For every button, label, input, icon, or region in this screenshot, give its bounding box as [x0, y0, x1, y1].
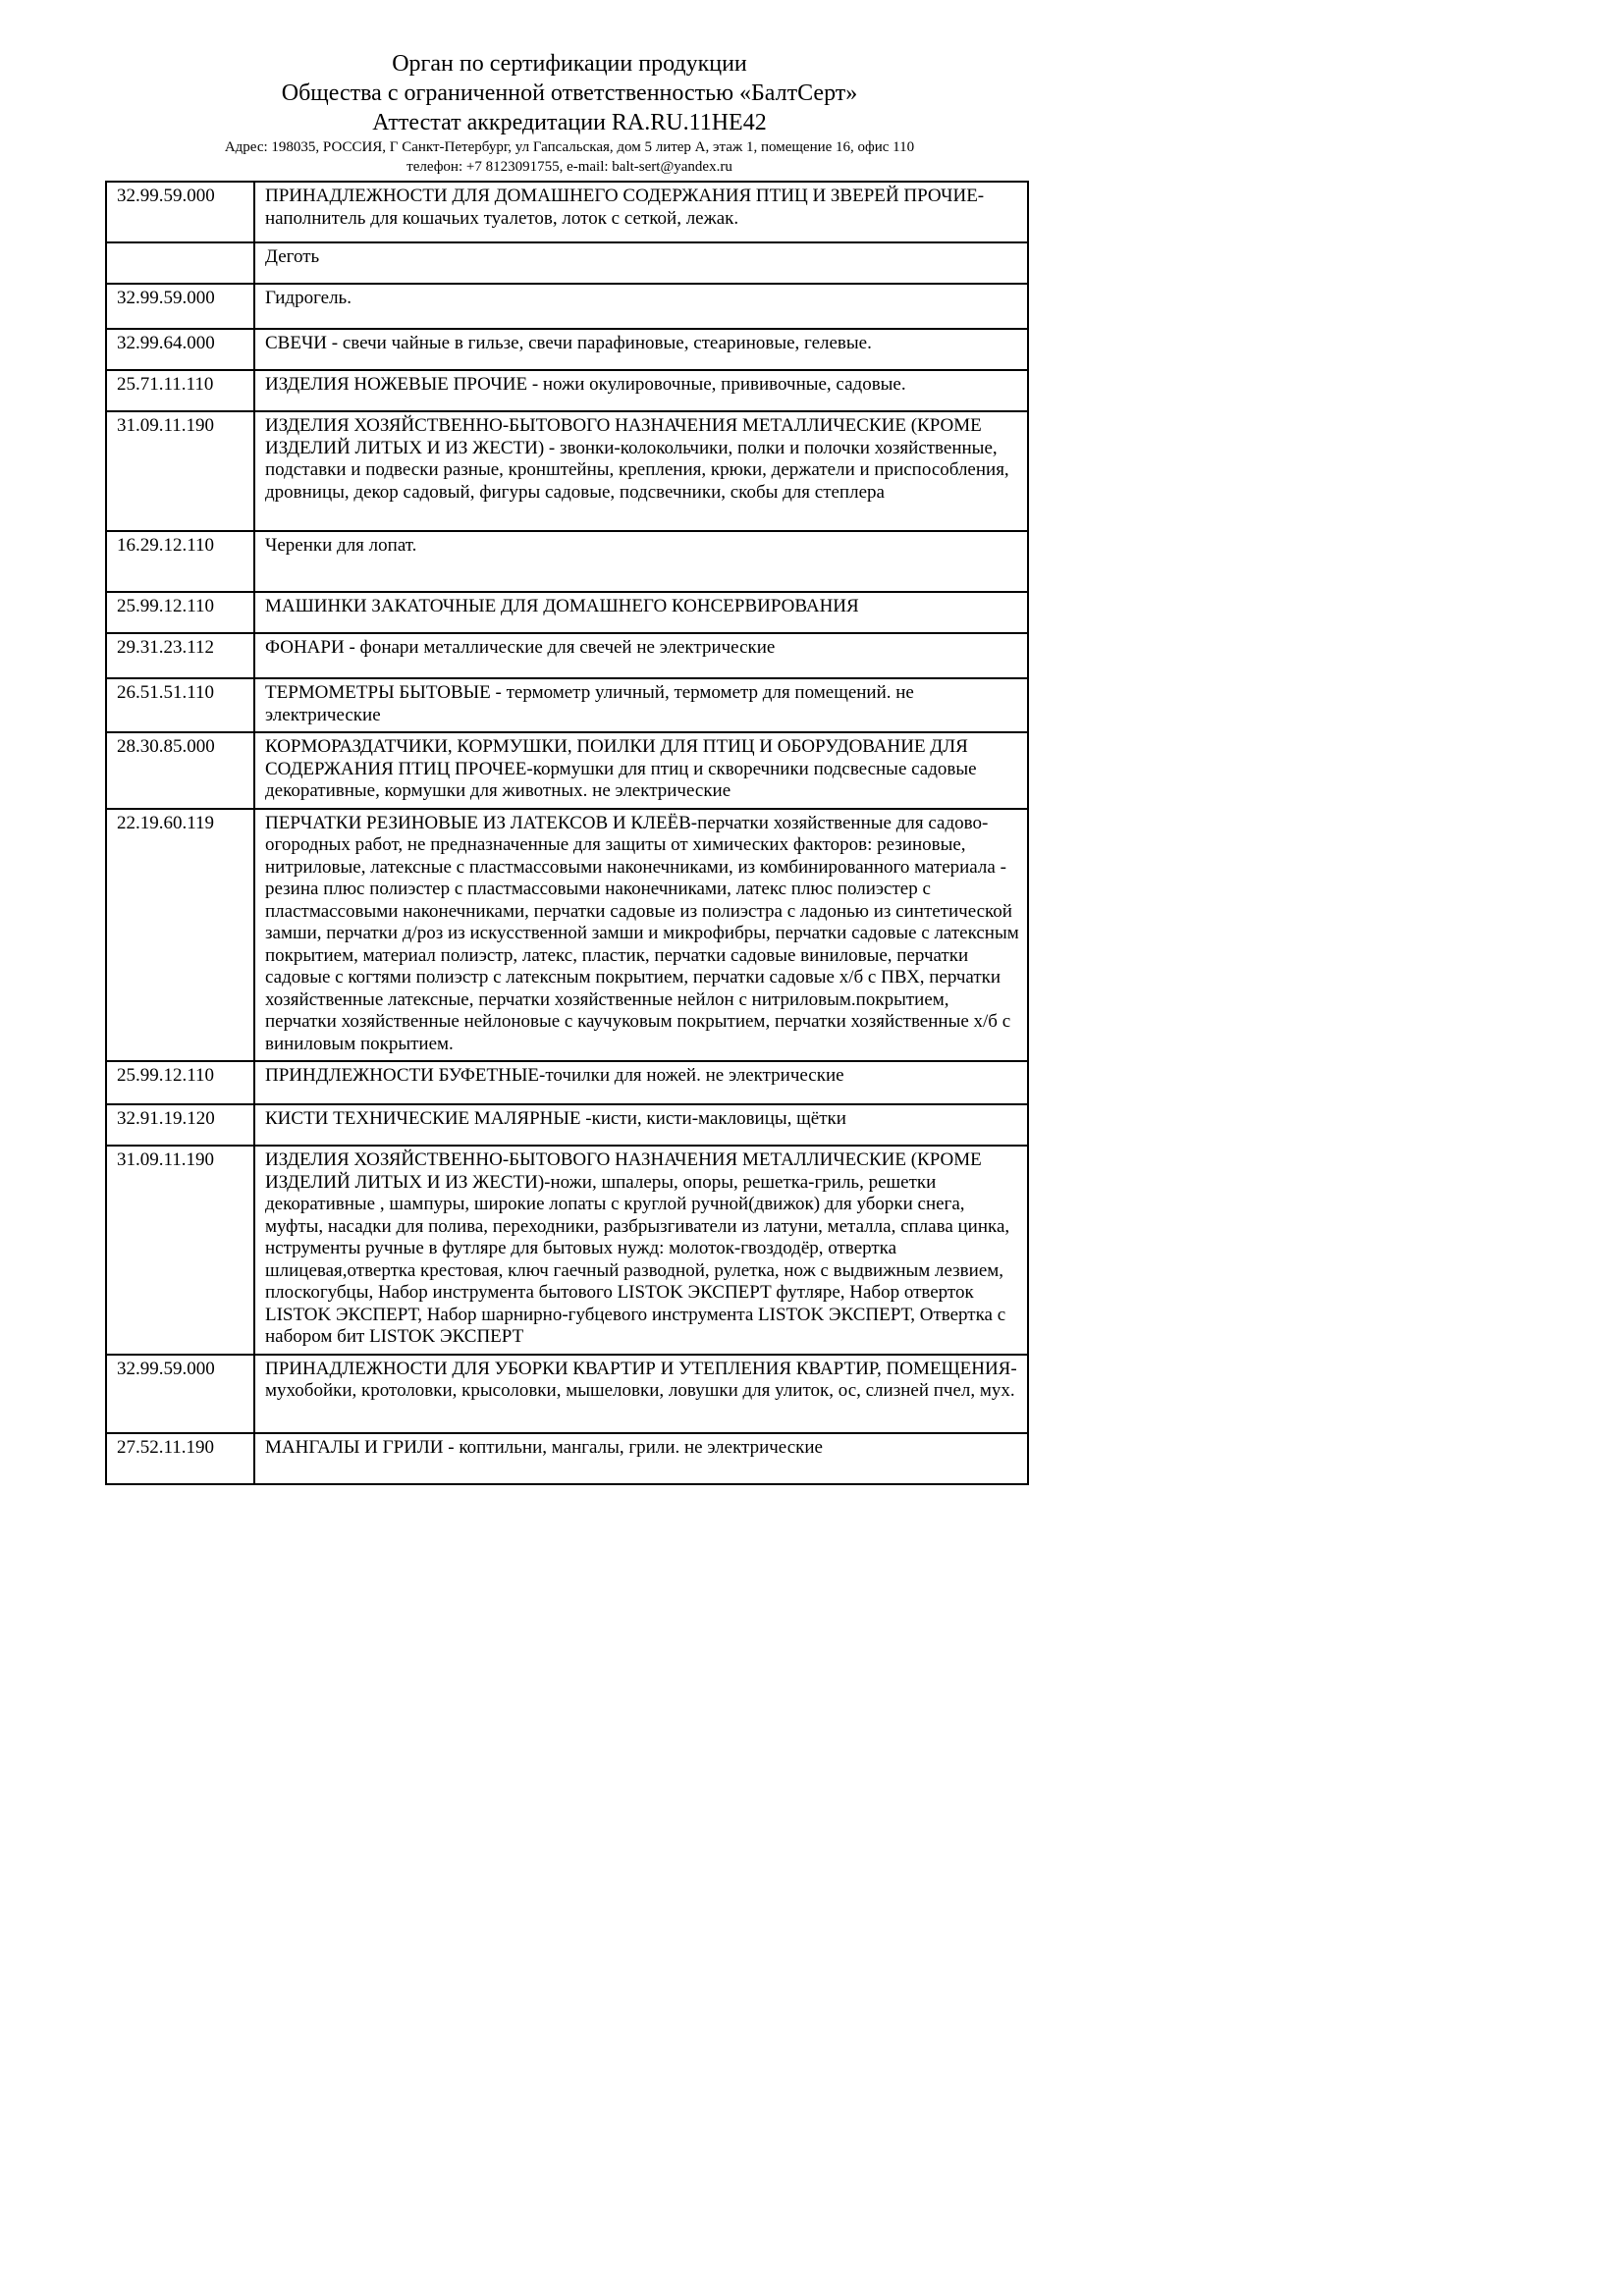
document-header: [0, 0, 1139, 177]
table-row: [106, 370, 1028, 411]
description-cell: ТЕРМОМЕТРЫ БЫТОВЫЕ - термометр уличный, термометр для помещений. не электрические: [254, 678, 1028, 732]
code-cell: 31.09.11.190: [106, 1146, 254, 1355]
description-cell: ПРИНДЛЕЖНОСТИ БУФЕТНЫЕ-точилки для ножей. не электрические: [254, 1061, 1028, 1104]
table-row: [106, 809, 1028, 1062]
description-cell: Деготь: [254, 242, 1028, 284]
accreditation-number: Аттестат аккредитации RA.RU.11НЕ42: [372, 110, 767, 135]
table-row: [106, 678, 1028, 732]
address-line: Адрес: 198035, РОССИЯ, Г Санкт-Петербург, ул Гапсальская, дом 5 литер А, этаж 1, помещение 16, офис 110: [224, 139, 915, 155]
products-table: [105, 181, 1029, 1485]
code-cell: 25.99.12.110: [106, 592, 254, 633]
table-row: [106, 329, 1028, 370]
table-row: [106, 1104, 1028, 1146]
code-cell: 25.99.12.110: [106, 1061, 254, 1104]
description-cell: КИСТИ ТЕХНИЧЕСКИЕ МАЛЯРНЫЕ -кисти, кисти-макловицы, щётки: [254, 1104, 1028, 1146]
table-row: [106, 732, 1028, 809]
table-row: [106, 284, 1028, 329]
table-row: [106, 531, 1028, 592]
table-row: [106, 1433, 1028, 1484]
code-cell: 25.71.11.110: [106, 370, 254, 411]
company-name: Общества с ограниченной ответственностью «БалтСерт»: [281, 80, 858, 106]
products-table-body: [106, 182, 1028, 1484]
code-cell: 32.91.19.120: [106, 1104, 254, 1146]
code-cell: 27.52.11.190: [106, 1433, 254, 1484]
table-row: [106, 633, 1028, 678]
code-cell: 16.29.12.110: [106, 531, 254, 592]
org-title: Орган по сертификации продукции: [392, 51, 747, 77]
description-cell: ИЗДЕЛИЯ ХОЗЯЙСТВЕННО-БЫТОВОГО НАЗНАЧЕНИЯ МЕТАЛЛИЧЕСКИЕ (КРОМЕ ИЗДЕЛИЙ ЛИТЫХ И ИЗ ЖЕСТИ) - звонки-колокольчики, полки и полочки хозяйственные, подставки и подвески разные, кронштейны, крепления, крюки, держатели и приспособления, дровницы, декор садовый, фигуры садовые, подсвечники, скобы для степлера: [254, 411, 1028, 531]
description-cell: МАНГАЛЫ И ГРИЛИ - коптильни, мангалы, грили. не электрические: [254, 1433, 1028, 1484]
description-cell: МАШИНКИ ЗАКАТОЧНЫЕ ДЛЯ ДОМАШНЕГО КОНСЕРВИРОВАНИЯ: [254, 592, 1028, 633]
code-cell: 26.51.51.110: [106, 678, 254, 732]
code-cell: 32.99.59.000: [106, 182, 254, 242]
description-cell: ПЕРЧАТКИ РЕЗИНОВЫЕ ИЗ ЛАТЕКСОВ И КЛЕЁВ-перчатки хозяйственные для садово-огородных работ, не предназначенные для защиты от химических факторов: резиновые, нитриловые, латексные с пластмассовыми наконечниками, из комбинированного материала - резина плюс полиэстер с пластмассовыми наконечниками, латекс плюс полиэстер с пластмассовыми наконечниками, перчатки садовые из полиэстра с ладонью из синтетической замши, перчатки д/роз из искусственной замши и микрофибры, перчатки садовые с латексным покрытием, материал полиэстр, латекс, пластик, перчатки садовые виниловые, перчатки садовые с когтями полиэстр с латексным покрытием, перчатки садовые х/б с ПВХ, перчатки хозяйственные латексные, перчатки хозяйственные нейлон с нитриловым.покрытием, перчатки хозяйственные нейлоновые с каучуковым покрытием, перчатки хозяйственные х/б с виниловым покрытием.: [254, 809, 1028, 1062]
table-row: [106, 1355, 1028, 1433]
description-cell: КОРМОРАЗДАТЧИКИ, КОРМУШКИ, ПОИЛКИ ДЛЯ ПТИЦ И ОБОРУДОВАНИЕ ДЛЯ СОДЕРЖАНИЯ ПТИЦ ПРОЧЕЕ-кормушки для птиц и скворечники подсвесные садовые декоративные, кормушки для животных. не электрические: [254, 732, 1028, 809]
description-cell: ИЗДЕЛИЯ ХОЗЯЙСТВЕННО-БЫТОВОГО НАЗНАЧЕНИЯ МЕТАЛЛИЧЕСКИЕ (КРОМЕ ИЗДЕЛИЙ ЛИТЫХ И ИЗ ЖЕСТИ)-ножи, шпалеры, опоры, решетка-гриль, решетки декоративные , шампуры, широкие лопаты с круглой ручной(движок) для уборки снега, муфты, насадки для полива, переходники, разбрызгиватели из латуни, металла, сплава цинка, нструменты ручные в футляре для бытовых нужд: молоток-гвоздодёр, отвертка шлицевая,отвертка крестовая, ключ гаечный разводной, рулетка, нож с выдвижным лезвием, плоскогубцы, Набор инструмента бытового LISTOK ЭКСПЕРТ футляре, Набор отверток LISTOK ЭКСПЕРТ, Набор шарнирно-губцевого инструмента LISTOK ЭКСПЕРТ, Отвертка с набором бит LISTOK ЭКСПЕРТ: [254, 1146, 1028, 1355]
table-row: [106, 242, 1028, 284]
code-cell: 31.09.11.190: [106, 411, 254, 531]
code-cell: 29.31.23.112: [106, 633, 254, 678]
table-row: [106, 1061, 1028, 1104]
contact-line: телефон: +7 8123091755, e-mail: balt-sert@yandex.ru: [406, 159, 732, 175]
code-cell: 22.19.60.119: [106, 809, 254, 1062]
table-row: [106, 182, 1028, 242]
description-cell: СВЕЧИ - свечи чайные в гильзе, свечи парафиновые, стеариновые, гелевые.: [254, 329, 1028, 370]
code-cell: 28.30.85.000: [106, 732, 254, 809]
table-row: [106, 592, 1028, 633]
description-cell: ПРИНАДЛЕЖНОСТИ ДЛЯ УБОРКИ КВАРТИР И УТЕПЛЕНИЯ КВАРТИР, ПОМЕЩЕНИЯ-мухобойки, кротоловки, крысоловки, мышеловки, ловушки для улиток, ос, слизней пчел, мух.: [254, 1355, 1028, 1433]
description-cell: ПРИНАДЛЕЖНОСТИ ДЛЯ ДОМАШНЕГО СОДЕРЖАНИЯ ПТИЦ И ЗВЕРЕЙ ПРОЧИЕ- наполнитель для кошачьих туалетов, лоток с сеткой, лежак.: [254, 182, 1028, 242]
description-cell: ФОНАРИ - фонари металлические для свечей не электрические: [254, 633, 1028, 678]
table-row: [106, 411, 1028, 531]
description-cell: ИЗДЕЛИЯ НОЖЕВЫЕ ПРОЧИЕ - ножи окулировочные, прививочные, садовые.: [254, 370, 1028, 411]
description-cell: Гидрогель.: [254, 284, 1028, 329]
code-cell: 32.99.64.000: [106, 329, 254, 370]
code-cell: 32.99.59.000: [106, 1355, 254, 1433]
description-cell: Черенки для лопат.: [254, 531, 1028, 592]
code-cell: 32.99.59.000: [106, 284, 254, 329]
table-row: [106, 1146, 1028, 1355]
code-cell: [106, 242, 254, 284]
